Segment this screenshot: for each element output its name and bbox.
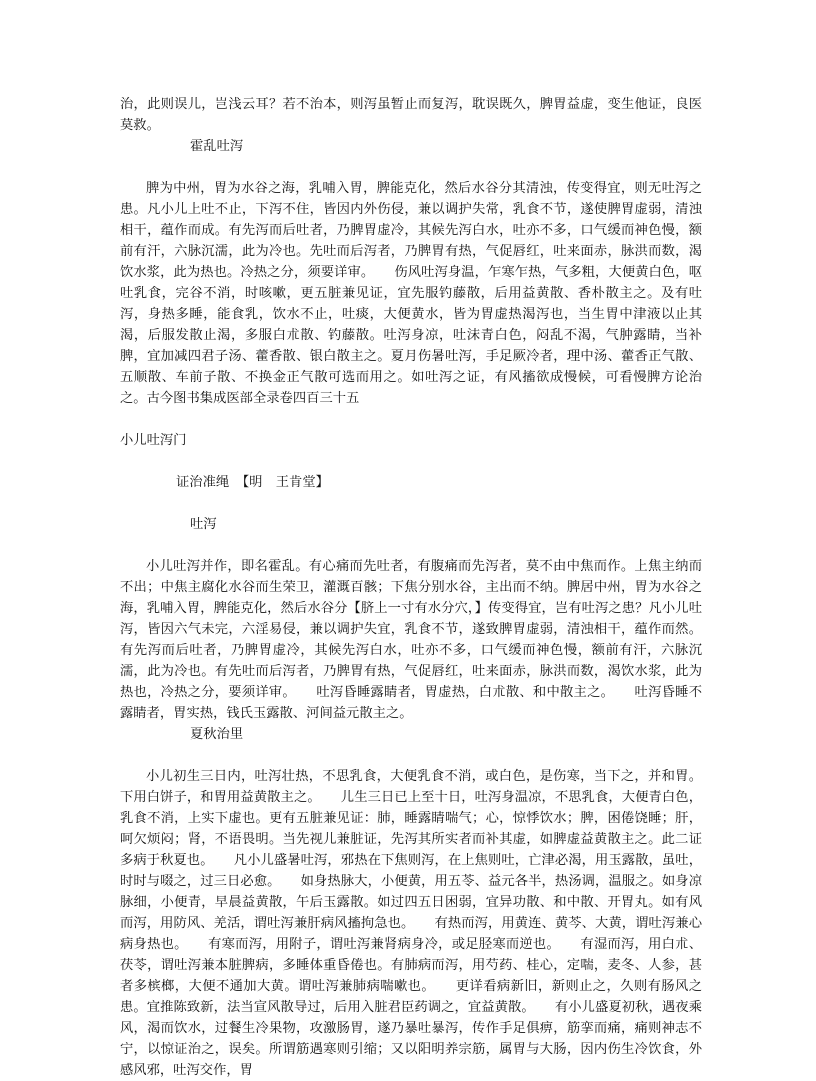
- paragraph-xiaqiu: 小儿初生三日内，吐泻壮热，不思乳食，大便乳食不消，或白色，是伤寒，当下之，并和胃。下用白饼子，和胃用益黄散主之。 儿生三日已上至十日，吐泻身温凉，不思乳食，大便青白色，乳食不消，上实下虚也。更有五脏兼见证：肺，睡露睛喘气；心，惊悸饮水；脾，困倦饶睡；肝，呵欠烦闷；肾，不语畏明。当先视儿兼脏证，先泻其所实者而补其虚，如脾虚益黄散主之。此二证多病于秋夏也。 凡小儿盛暑吐泻，邪热在下焦则泻，在上焦则吐，亡津必渴，用玉露散，虽吐，时时与啜之，过三日必愈。 如身热脉大，小便黄，用五苓、益元各半，热汤调，温服之。如身凉脉细，小便青，早晨益黄散，午后玉露散。如过四五日困弱，宜异功散、和中散、开胃丸。如有风而泻，用防风、羌活，谓吐泻兼肝病风搐拘急也。 有热而泻，用黄连、黄芩、大黄，谓吐泻兼心病身热也。 有寒而泻，用附子，谓吐泻兼肾病身冷，或足胫寒而逆也。 有湿而泻，用白朮、茯苓，谓吐泻兼本脏脾病，多睡体重昏倦也。有肺病而泻，用芍药、桂心，定喘，麦冬、人参，甚者多槟榔，大便不通加大黄。谓吐泻兼肺病喘嗽也。 更详看病新旧，新则止之，久则有肠风之患。宜推陈致新，法当宣风散导过，后用入脏君臣药调之，宜益黄散。 有小儿盛夏初秋，遇夜乘风，渴而饮水，过餐生冷果物，攻激肠胃，遂乃暴吐暴泻，传作手足俱痹，筋挛而痛，痛则神志不宁，以惊证治之，误矣。所谓筋遇寒则引缩；又以阳明养宗筋，属胃与大肠，因内伤生冷饮食，外感风邪，吐泻交作，胃: [120, 769, 702, 1078]
- subheading-huoluan: 霍乱吐泻: [190, 139, 244, 154]
- paragraph-continuation: 治，此则误儿，岂浅云耳？若不治本，则泻虽暂止而复泻，耽误既久，脾胃益虚，变生他证，良医莫救。: [120, 97, 702, 133]
- paragraph-tuxie: 小儿吐泻并作，即名霍乱。有心痛而先吐者，有腹痛而先泻者，莫不由中焦而作。上焦主纳而不出；中焦主腐化水谷而生荣卫，灌溉百骸；下焦分别水谷，主出而不纳。脾居中州，胃为水谷之海，乳哺入胃，脾能克化，然后水谷分【脐上一寸有水分穴，】传变得宜，岂有吐泻之患？凡小儿吐泻，皆因六气未完，六淫易侵，兼以调护失宜，乳食不节，遂致脾胃虚弱，清浊相干，蕴作而然。有先泻而后吐者，乃脾胃虚冷，其候先泻白水，吐亦不多，口气缓而神色慢，额前有汗，六脉沉濡，此为冷也。有先吐而后泻者，乃脾胃有热，气促唇红，吐来面赤，脉洪而数，渴饮水浆，此为热也，冷热之分，要须详审。 吐泻昏睡露睛者，胃虚热，白朮散、和中散主之。 吐泻昏睡不露睛者，胃实热，钱氏玉露散、河间益元散主之。: [120, 559, 702, 721]
- topic-heading-xiaqiu: 夏秋治里: [190, 727, 244, 742]
- citation-heading: 证治准绳 【明 王肯堂】: [176, 475, 329, 490]
- paragraph-huoluan: 脾为中州，胃为水谷之海，乳哺入胃，脾能克化，然后水谷分其清浊，传变得宜，则无吐泻之患。凡小儿上吐不止，下泻不住，皆因内外伤侵，兼以调护失常，乳食不节，遂使脾胃虚弱，清浊相干，蕴作而成。有先泻而后吐者，乃脾胃虚冷，其候先泻白水，吐亦不多，口气缓而神色慢，额前有汗，六脉沉濡，此为冷也。先吐而后泻者，乃脾胃有热，气促唇红，吐来面赤，脉洪而数，渴饮水浆，此为热也。冷热之分，须要详审。 伤风吐泻身温，乍寒乍热，气多粗，大便黄白色，呕吐乳食，完谷不消，时咳嗽，更五脏兼见证，宜先服钓藤散，后用益黄散、香朴散主之。及有吐泻，身热多睡，能食乳，饮水不止，吐痰，大便黄水，皆为胃虚热渴泻也，当生胃中津液以止其渴，后服发散止渴，多服白朮散、钓藤散。吐泻身凉，吐沫青白色，闷乱不渴，气肿露睛，当补脾，宜加减四君子汤、藿香散、银白散主之。夏月伤暑吐泻，手足厥冷者，理中汤、藿香正气散、五顺散、车前子散、不换金正气散可选而用之。如吐泻之证，有风搐欲成慢候，可看慢脾方论治之。古今图书集成医部全录卷四百三十五: [120, 181, 702, 406]
- topic-heading-tuxie: 吐泻: [190, 517, 217, 532]
- section-title: 小儿吐泻门: [120, 433, 187, 448]
- document-page: [120, 94, 702, 1081]
